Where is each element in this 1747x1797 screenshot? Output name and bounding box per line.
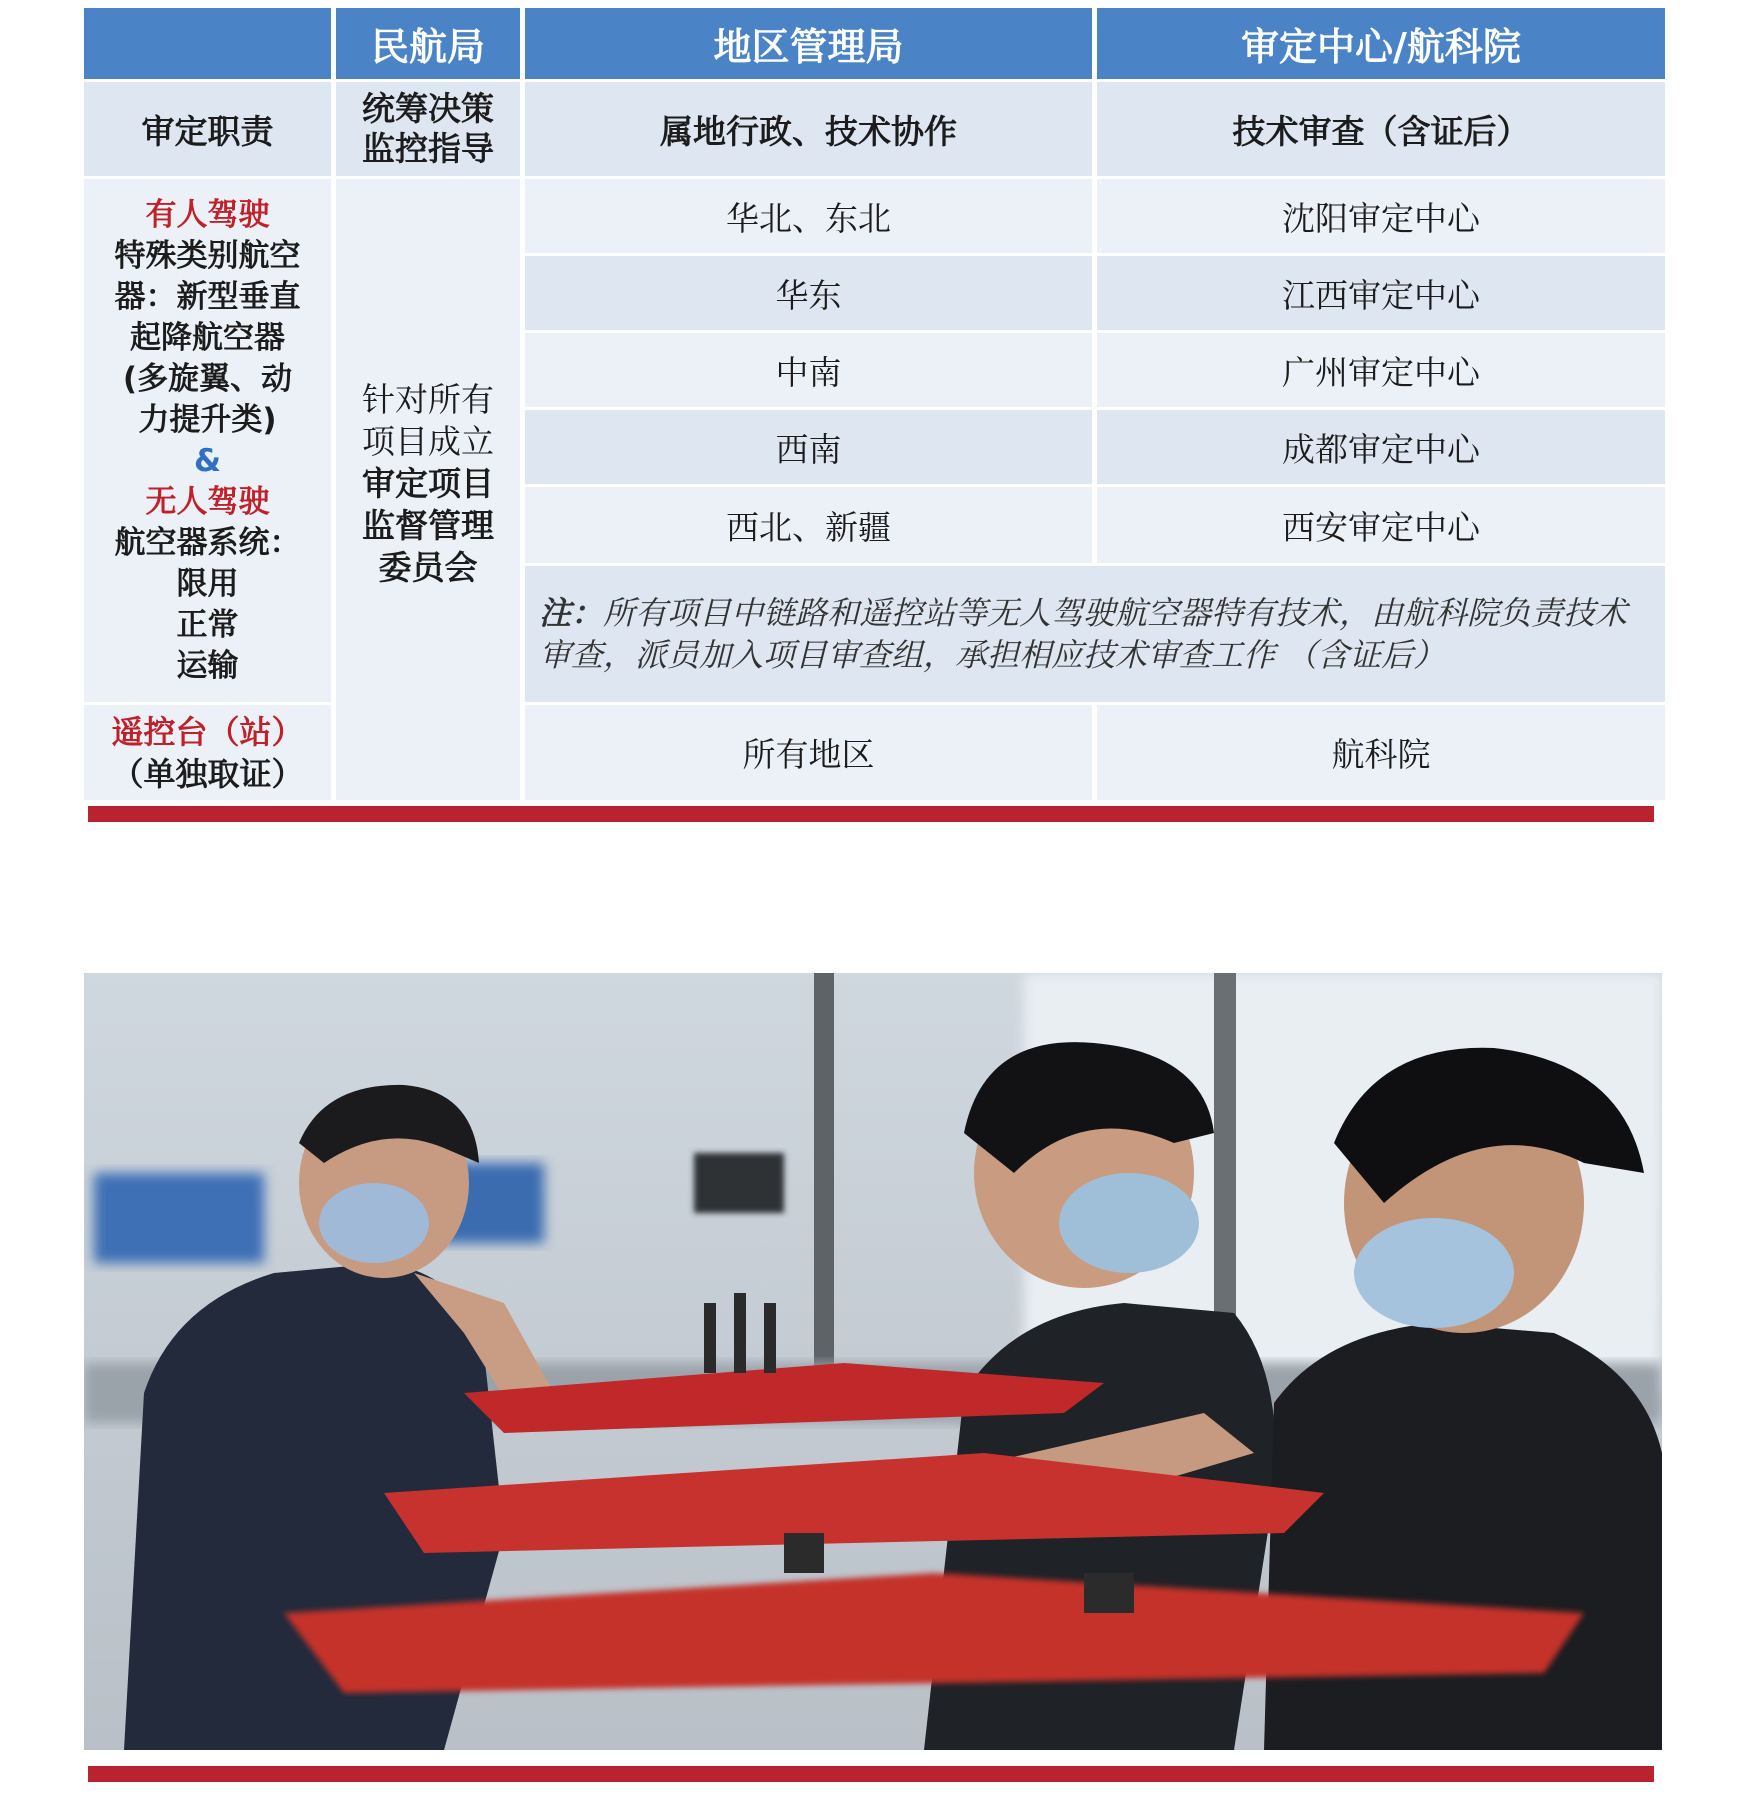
header-empty-cell (84, 8, 331, 79)
header-caac: 民航局 (336, 8, 520, 79)
note-text: 所有项目中链路和遥控站等无人驾驶航空器特有技术，由航科院负责技术审查，派员加入项目审查组，承担相应技术审查工作 （含证后） (539, 594, 1628, 674)
unmanned-title: 无人驾驶 (145, 483, 270, 520)
station-title: 遥控台（站） (111, 712, 304, 751)
certification-table (84, 8, 1660, 793)
workshop-photo-art (84, 973, 1662, 1750)
manned-title: 有人驾驶 (145, 196, 270, 233)
note-cell (525, 566, 1665, 702)
region-cell: 华北、东北 (525, 179, 1092, 253)
center-cell: 江西审定中心 (1097, 256, 1665, 330)
note-text-block (539, 592, 1655, 676)
center-cell: 广州审定中心 (1097, 333, 1665, 407)
manned-line: 特殊类别航空 (114, 237, 301, 274)
committee-line: 监督管理 (362, 506, 494, 545)
manned-line: (多旋翼、动 (122, 360, 293, 397)
station-sub: （单独取证） (111, 754, 304, 793)
duties-label: 审定职责 (84, 82, 331, 176)
committee-cell (336, 179, 520, 800)
station-cell (84, 705, 331, 800)
committee-line: 项目成立 (362, 422, 494, 461)
duties-caac-line-2: 监控指导 (362, 129, 494, 168)
divider-bar-top (88, 806, 1654, 822)
region-cell: 西北、新疆 (525, 487, 1092, 563)
center-cell: 沈阳审定中心 (1097, 179, 1665, 253)
duties-caac-line-1: 统筹决策 (362, 89, 494, 128)
duties-regional: 属地行政、技术协作 (525, 82, 1092, 176)
center-cell: 成都审定中心 (1097, 410, 1665, 484)
station-region: 所有地区 (525, 705, 1092, 800)
aircraft-scope-cell (84, 179, 331, 702)
unmanned-line: 正常 (176, 606, 239, 643)
ampersand: & (193, 442, 222, 479)
region-cell: 中南 (525, 333, 1092, 407)
manned-line: 起降航空器 (130, 319, 285, 356)
unmanned-line: 运输 (176, 647, 239, 684)
note-prefix: 注： (539, 594, 604, 632)
unmanned-line: 航空器系统： (114, 524, 301, 561)
divider-bar-bottom (88, 1766, 1654, 1782)
duties-center: 技术审查（含证后） (1097, 82, 1665, 176)
manned-line: 器：新型垂直 (114, 278, 301, 315)
unmanned-line: 限用 (176, 565, 239, 602)
header-regional-admin: 地区管理局 (525, 8, 1092, 79)
region-cell: 华东 (525, 256, 1092, 330)
manned-line: 力提升类) (138, 401, 277, 438)
center-cell: 西安审定中心 (1097, 487, 1665, 563)
committee-line: 针对所有 (362, 380, 494, 419)
workshop-photo (84, 973, 1662, 1750)
committee-line: 审定项目 (362, 464, 494, 503)
duties-caac (336, 82, 520, 176)
region-cell: 西南 (525, 410, 1092, 484)
committee-line: 委员会 (378, 548, 478, 587)
header-certification-center: 审定中心/航科院 (1097, 8, 1665, 79)
station-center: 航科院 (1097, 705, 1665, 800)
